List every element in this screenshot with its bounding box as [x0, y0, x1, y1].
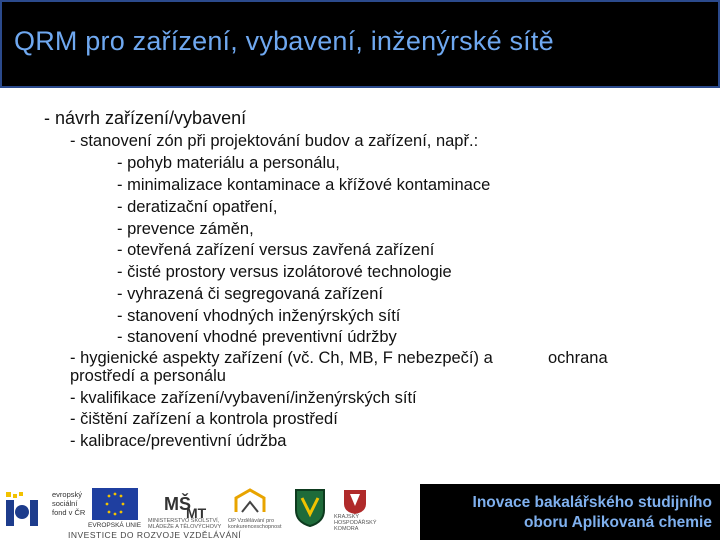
- op-label: OP Vzdělávání pro konkurenceschopnost: [228, 518, 282, 530]
- bullet-line: - pohyb materiálu a personálu,: [117, 154, 340, 172]
- bullet-line: - stanovení vhodné preventivní údržby: [117, 328, 397, 346]
- university-shield-icon: [292, 488, 328, 528]
- bullet-line: - minimalizace kontaminace a křížové kontaminace: [117, 176, 491, 194]
- slide-title: QRM pro zařízení, vybavení, inženýrské sítě: [14, 26, 554, 56]
- bullet-line: - prevence záměn,: [117, 220, 254, 238]
- svg-text:MT: MT: [186, 505, 207, 521]
- svg-text:MŠ: MŠ: [164, 494, 191, 514]
- investment-slogan: INVESTICE DO ROZVOJE VZDĚLÁVÁNÍ: [68, 530, 242, 540]
- bullet-line-continuation: ochrana: [548, 349, 608, 367]
- eu-flag-icon: [92, 488, 138, 520]
- bullet-line: - stanovení zón při projektování budov a zařízení, např.:: [70, 132, 479, 150]
- bullet-line: - deratizační opatření,: [117, 198, 278, 216]
- eu-label: EVROPSKÁ UNIE: [88, 522, 142, 529]
- section-heading: - návrh zařízení/vybavení: [44, 108, 247, 128]
- msmt-logo-icon: [140, 488, 220, 522]
- bullet-line: - kvalifikace zařízení/vybavení/inženýrských sítí: [70, 389, 417, 407]
- esf-label: evropský sociální fond v ČR: [52, 490, 86, 517]
- op-logo-icon: [230, 486, 272, 516]
- bullet-line: - hygienické aspekty zařízení (vč. Ch, MB, F nebezpečí) a: [70, 349, 493, 367]
- bullet-line: - čisté prostory versus izolátorové technologie: [117, 263, 452, 281]
- regional-label: KRAJSKÝ HOSPODÁŘSKÝ KOMORA: [334, 514, 377, 532]
- project-title-line2: oboru Aplikovaná chemie: [523, 514, 712, 531]
- bullet-line: - otevřená zařízení versus zavřená zařízení: [117, 241, 435, 259]
- project-title-line1: Inovace bakalářského studijního: [472, 494, 712, 511]
- esf-logo-icon: [6, 492, 40, 526]
- bullet-line: - čištění zařízení a kontrola prostředí: [70, 410, 338, 428]
- msmt-label: MINISTERSTVO ŠKOLSTVÍ, MLÁDEŽE A TĚLOVÝCHOVY: [148, 518, 222, 530]
- footer-project-banner: [420, 484, 720, 540]
- bullet-line: prostředí a personálu: [70, 367, 226, 385]
- bullet-line: - vyhrazená či segregovaná zařízení: [117, 285, 383, 303]
- bullet-line: - kalibrace/preventivní údržba: [70, 432, 287, 450]
- bullet-line: - stanovení vhodných inženýrských sítí: [117, 307, 401, 325]
